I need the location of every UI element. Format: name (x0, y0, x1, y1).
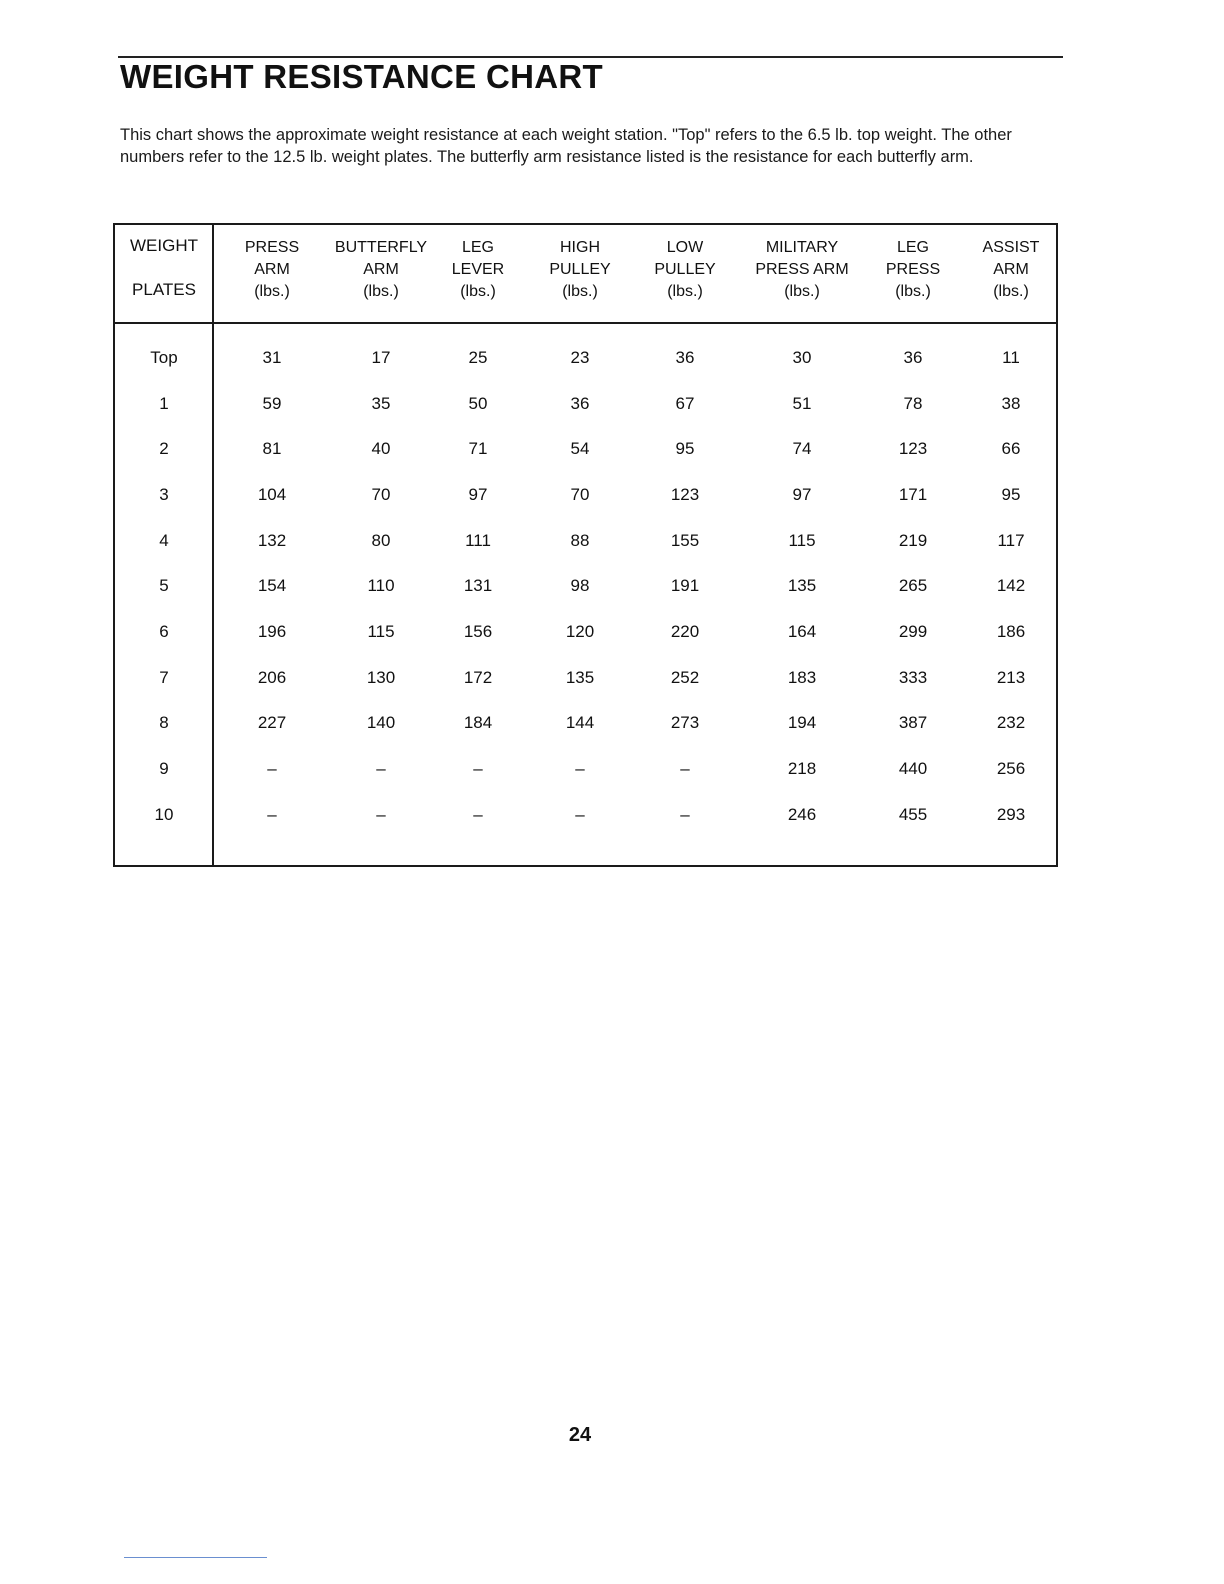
page-number: 24 (568, 1424, 592, 1446)
table-cell: 74 (792, 439, 812, 458)
header-line: LEG (461, 239, 494, 256)
column-header (951, 237, 1071, 303)
header-line: LEVER (451, 261, 505, 278)
table-cell: 31 (262, 348, 282, 367)
header-line: PRESS (885, 261, 941, 278)
header-line: (lbs.) (993, 283, 1029, 300)
row-label: 9 (159, 759, 169, 778)
header-line: PULLEY (654, 261, 716, 278)
table-cell: 154 (257, 576, 287, 595)
column-header (625, 237, 745, 303)
table-divider-horizontal (115, 322, 1056, 324)
table-cell: – (376, 759, 386, 778)
table-cell: 95 (675, 439, 695, 458)
table-cell: 115 (788, 531, 816, 550)
table-cell: 25 (468, 348, 488, 367)
table-cell: 142 (996, 576, 1026, 595)
table-cell: – (575, 759, 585, 778)
column-header (212, 237, 332, 303)
table-cell: 186 (996, 622, 1026, 641)
table-cell: 59 (262, 394, 282, 413)
table-cell: 455 (898, 805, 928, 824)
table-cell: 206 (257, 668, 287, 687)
table-cell: – (376, 805, 386, 824)
table-cell: 440 (898, 759, 928, 778)
column-header (520, 237, 640, 303)
row-label: 7 (159, 668, 169, 687)
header-line: PLATES (132, 280, 196, 299)
table-cell: – (575, 805, 585, 824)
table-cell: 54 (570, 439, 590, 458)
header-line: PRESS (244, 239, 300, 256)
header-line: (lbs.) (562, 283, 598, 300)
table-cell: 11 (1002, 348, 1020, 367)
table-cell: 110 (367, 576, 395, 595)
header-line: BUTTERFLY (334, 239, 428, 256)
table-cell: 155 (670, 531, 700, 550)
table-cell: 218 (787, 759, 817, 778)
table-cell: 299 (898, 622, 928, 641)
table-cell: 17 (371, 348, 391, 367)
table-cell: 30 (792, 348, 812, 367)
table-cell: 220 (670, 622, 700, 641)
header-line: PULLEY (549, 261, 611, 278)
table-cell: 333 (898, 668, 928, 687)
table-cell: 123 (670, 485, 700, 504)
table-cell: 273 (670, 713, 700, 732)
table-cell: 164 (787, 622, 817, 641)
header-line: ASSIST (982, 239, 1040, 256)
header-line: (lbs.) (460, 283, 496, 300)
table-cell: 132 (257, 531, 287, 550)
row-label: 1 (159, 394, 169, 413)
table-cell: 144 (565, 713, 595, 732)
table-cell: 232 (996, 713, 1026, 732)
table-cell: 293 (996, 805, 1026, 824)
table-cell: 184 (463, 713, 493, 732)
table-cell: 135 (787, 576, 817, 595)
table-cell: 246 (787, 805, 817, 824)
table-cell: – (267, 759, 277, 778)
table-cell: 196 (257, 622, 287, 641)
table-cell: 156 (463, 622, 493, 641)
table-cell: 67 (675, 394, 695, 413)
row-label: 4 (159, 531, 169, 550)
table-cell: 131 (463, 576, 493, 595)
row-label: 5 (159, 576, 169, 595)
table-cell: 70 (570, 485, 590, 504)
header-line: LOW (666, 239, 704, 256)
table-cell: – (473, 805, 483, 824)
table-cell: 135 (565, 668, 595, 687)
row-label: Top (150, 348, 178, 367)
row-label: 8 (159, 713, 169, 732)
table-cell: 70 (371, 485, 391, 504)
table-cell: 115 (367, 622, 395, 641)
header-line: (lbs.) (667, 283, 703, 300)
table-cell: 183 (787, 668, 817, 687)
table-cell: 78 (903, 394, 923, 413)
table-cell: 98 (570, 576, 590, 595)
table-cell: 35 (371, 394, 391, 413)
table-cell: – (680, 805, 690, 824)
row-label: 3 (159, 485, 169, 504)
table-cell: 171 (898, 485, 928, 504)
header-line: ARM (254, 261, 290, 278)
header-line: (lbs.) (784, 283, 820, 300)
header-line: WEIGHT (130, 236, 198, 255)
table-cell: 256 (996, 759, 1026, 778)
table-cell: 130 (366, 668, 396, 687)
table-cell: 80 (371, 531, 391, 550)
table-cell: 265 (898, 576, 928, 595)
table-cell: 252 (670, 668, 700, 687)
header-line: ARM (363, 261, 399, 278)
row-label: 10 (154, 805, 174, 824)
table-cell: – (267, 805, 277, 824)
table-cell: 36 (903, 348, 923, 367)
table-cell: 50 (468, 394, 488, 413)
header-line: MILITARY (765, 239, 839, 256)
table-cell: – (473, 759, 483, 778)
table-cell: 123 (898, 439, 928, 458)
footer-rule (124, 1557, 267, 1558)
table-cell: 194 (787, 713, 817, 732)
table-cell: 111 (465, 531, 491, 550)
intro-paragraph: This chart shows the approximate weight resistance at each weight station. "Top" refers to the 6.5 lb. top weight. The other numbers refer to the 12.5 lb. weight plates. The butterfly arm resistance listed is the resistance for each butterfly arm. (120, 126, 1012, 166)
table-cell: 88 (570, 531, 590, 550)
table-cell: 120 (565, 622, 595, 641)
table-cell: 227 (257, 713, 287, 732)
table-cell: 104 (257, 485, 287, 504)
table-cell: 38 (1001, 394, 1021, 413)
table-cell: – (680, 759, 690, 778)
header-line: PRESS ARM (755, 261, 849, 278)
header-line: (lbs.) (254, 283, 290, 300)
row-label: 2 (159, 439, 169, 458)
column-header (742, 237, 862, 303)
table-cell: 51 (792, 394, 812, 413)
table-cell: 97 (468, 485, 488, 504)
weight-resistance-table (113, 223, 1058, 867)
weight-plates-header (119, 235, 209, 301)
table-cell: 71 (468, 439, 488, 458)
table-divider-vertical (212, 225, 214, 865)
table-cell: 213 (996, 668, 1026, 687)
table-cell: 172 (463, 668, 493, 687)
table-cell: 191 (670, 576, 700, 595)
table-cell: 140 (366, 713, 396, 732)
header-line: LEG (896, 239, 929, 256)
header-line: (lbs.) (895, 283, 931, 300)
table-cell: 95 (1001, 485, 1021, 504)
table-cell: 219 (898, 531, 928, 550)
table-cell: 117 (997, 531, 1025, 550)
table-cell: 23 (570, 348, 590, 367)
table-cell: 81 (262, 439, 282, 458)
table-cell: 36 (570, 394, 590, 413)
page-title: WEIGHT RESISTANCE CHART (120, 58, 603, 95)
table-cell: 387 (898, 713, 928, 732)
table-cell: 36 (675, 348, 695, 367)
header-line: (lbs.) (363, 283, 399, 300)
header-line: ARM (993, 261, 1029, 278)
table-cell: 40 (371, 439, 391, 458)
table-cell: 97 (792, 485, 812, 504)
table-cell: 66 (1001, 439, 1021, 458)
header-line: HIGH (560, 239, 600, 256)
row-label: 6 (159, 622, 169, 641)
